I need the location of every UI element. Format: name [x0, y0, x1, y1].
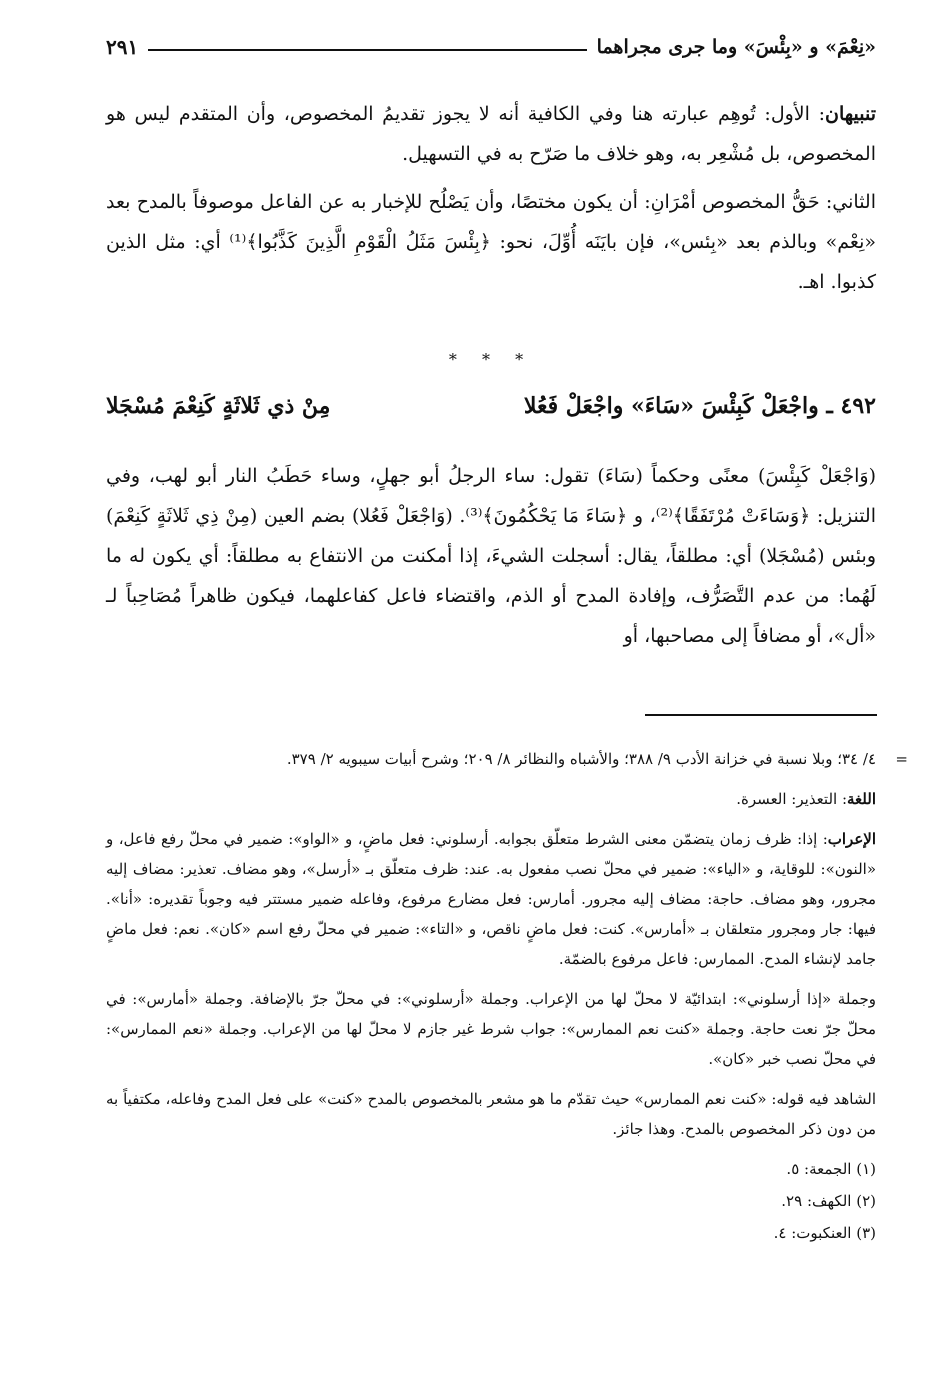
commentary-text	[106, 94, 876, 310]
verse-line	[106, 384, 876, 428]
continuation-mark: =	[895, 750, 908, 768]
reference-item: (١) الجمعة: ٥.	[786, 1160, 876, 1178]
section-separator: * * *	[448, 350, 534, 369]
notes-paragraph	[106, 94, 876, 174]
chapter-title: «نِعْمَ» و «بِئْسَ» وما جرى مجراهما	[596, 36, 876, 58]
continuation-text: ٤/ ٣٤؛ وبلا نسبة في خزانة الأدب ٩/ ٣٨٨؛ والأشباه والنظائر ٨/ ٢٠٩؛ وشرح أبيات سيبويه ٢/ ٣٧٩.	[286, 750, 876, 768]
explanation-paragraph: (وَاجْعَلْ كَبِئْسَ) معنًى وحكماً (سَاءَ) تقول: ساء الرجلُ أبو جهلٍ، وساء حَطَبُ النار أبو لهب، وفي التنزيل: ﴿وَسَاءَتْ مُرْتَفَقًا﴾⁽²⁾، و ﴿سَاءَ مَا يَحْكُمُونَ﴾⁽³⁾. (وَاجْعَلْ فَعُلا) بضم العين (مِنْ ذِي ثَلاثَةٍ كَنِعْمَ) وبئس (مُسْجَلا) أي: مطلقاً، يقال: أسجلت الشيءَ، إذا أمكنت من الانتفاع به مطلقاً: أي يكون له ما لَهُما: من عدم التَّصَرُّف، وإفادة المدح أو الذم، واقتضاء فاعل كفاعلهما، فيكون ظاهراً مُصَاحِباً لـ «أل»، أو مضافاً إلى مصاحبها، أو	[106, 465, 876, 647]
notes-second: الثاني: حَقُّ المخصوص أمْرَانِ: أن يكون مختصًا، وأن يَصْلُح للإخبار به عن الفاعل موصوفاً بالمدح بعد «نِعْم» وبالذم بعد «بِئس»، فإن بايَنَه أُوِّلَ، نحو: ﴿بِئْسَ مَثَلُ الْقَوْمِ الَّذِينَ كَذَّبُوا﴾⁽¹⁾ أي: مثل الذين كذبوا. اهـ.	[106, 191, 876, 293]
footnotes	[106, 744, 908, 1250]
header-rule	[148, 49, 586, 51]
lugha-label: اللغة	[847, 790, 876, 808]
notes-label: تنبيهان	[825, 103, 876, 125]
irab-label: الإعراب	[827, 830, 876, 848]
running-header	[106, 30, 876, 64]
footnote-continuation	[106, 744, 908, 774]
verse-second-hemistich: مِنْ ذي ثَلاثَةٍ كَنِعْمَ مُسْجَلا	[106, 393, 331, 419]
footnote-shahid: الشاهد فيه قوله: «كنت نعم الممارس» حيث تقدّم ما هو مشعر بالمخصوص بالمدح «كنت» على فعل المدح وفاعله، مكتفياً به من دون ذكر المخصوص بالمدح. وهذا جائز.	[106, 1090, 876, 1138]
verse-first-hemistich: ٤٩٢ ـ واجْعَلْ كَبِئْسَ «سَاءَ» واجْعَلْ فَعُلا	[523, 393, 876, 419]
verse-explanation	[106, 456, 876, 656]
page-number: ٢٩١	[106, 35, 139, 59]
footnote-divider	[645, 714, 877, 716]
reference-item: (٣) العنكبوت: ٤.	[773, 1224, 876, 1242]
reference-item: (٢) الكهف: ٢٩.	[781, 1192, 876, 1210]
footnote-jumal: وجملة «إذا أرسلوني»: ابتدائيّة لا محلّ لها من الإعراب. وجملة «أرسلوني»: في محلّ جرّ بالإضافة. وجملة «أمارس»: في محلّ جرّ نعت حاجة. وجملة «كنت نعم الممارس»: جواب شرط غير جازم لا محلّ لها من الإعراب. وجملة «نعم الممارس»: في محلّ نصب خبر «كان».	[106, 990, 876, 1068]
irab-text: : إذا: ظرف زمان يتضمّن معنى الشرط متعلّق بجوابه. أرسلوني: فعل ماضٍ، و «الواو»: ضمير في محلّ رفع فاعل، و «النون»: للوقاية، و «الياء»: ضمير في محلّ نصب مفعول به. عند: ظرف متعلّق بـ «أرسل»، وهو مضاف. تعذير: مضاف إليه مجرور، وهو مضاف. حاجة: مضاف إليه مجرور. أمارس: فعل مضارع مرفوع، وفاعله ضمير مستتر فيه وجوباً تقديره: «أنا». فيها: جار ومجرور متعلقان بـ «أمارس». كنت: فعل ماضٍ ناقص، و «التاء»: ضمير في محلّ رفع اسم «كان». نعم: فعل ماضٍ جامد لإنشاء المدح. الممارس: فاعل مرفوع بالضمّة.	[106, 830, 876, 968]
quran-references	[106, 1154, 876, 1248]
notes-first: : الأول: تُوهِم عبارته هنا وفي الكافية أنه لا يجوز تقديمُ المخصوص، وأن المتقدم ليس هو المخصوص، بل مُشْعِر به، وهو خلاف ما صَرّح به في التسهيل.	[106, 103, 876, 165]
lugha-text: : التعذير: العسرة.	[736, 790, 848, 808]
footnote-lugha	[106, 784, 876, 814]
footnote-irab	[106, 824, 876, 974]
